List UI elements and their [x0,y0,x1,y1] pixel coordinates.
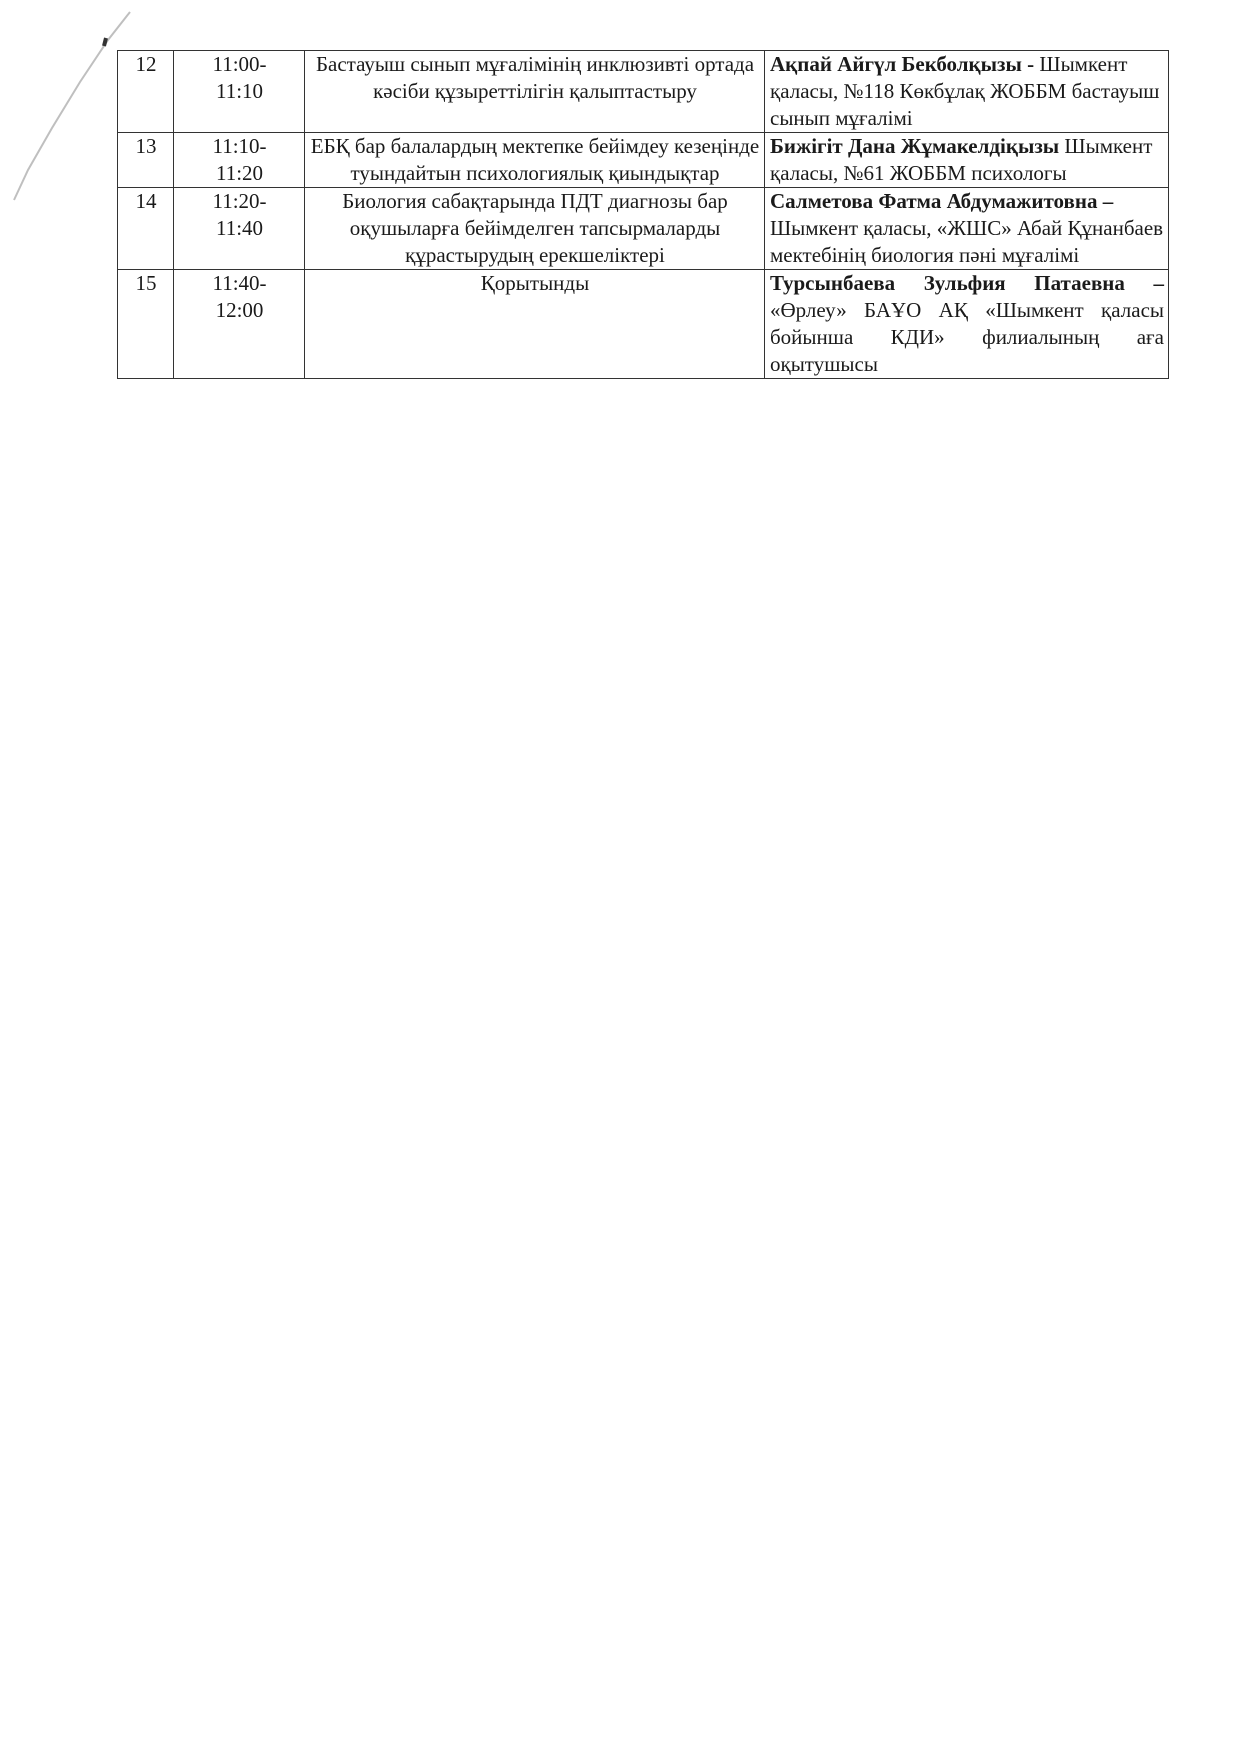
time-end: 11:40 [215,216,264,240]
time-cell [174,270,305,379]
row-number: 15 [118,270,174,379]
topic-cell: Қорытынды [305,270,765,379]
speaker-cell [765,188,1169,270]
speaker-name: Турсынбаева Зульфия Патаевна – [770,271,1164,295]
table-row [118,270,1169,379]
row-number: 12 [118,51,174,133]
time-cell [174,51,305,133]
topic-cell: Бастауыш сынып мұғалімінің инклюзивті ортада кәсіби құзыреттілігін қалыптастыру [305,51,765,133]
speaker-org: Шымкент қаласы, №61 ЖОББМ психологы [770,134,1153,185]
time-end: 12:00 [215,298,264,322]
table-row [118,133,1169,188]
time-cell [174,188,305,270]
speaker-name: Салметова Фатма Абдумажитовна – [770,189,1114,213]
time-cell [174,133,305,188]
speaker-name: Бижігіт Дана Жұмакелдіқызы [770,134,1060,158]
speaker-name: Ақпай Айгүл Бекболқызы - [770,52,1035,76]
topic-cell: ЕБҚ бар балалардың мектепке бейімдеу кезеңінде туындайтын психологиялық қиындықтар [305,133,765,188]
topic-cell: Биология сабақтарында ПДТ диагнозы бар оқушыларға бейімделген тапсырмаларды құрастырудың ерекшеліктері [305,188,765,270]
speaker-org: «Өрлеу» БАҰО АҚ «Шымкент қаласы бойынша КДИ» филиалының аға оқытушысы [770,298,1164,376]
time-start: 11:10- [212,134,267,158]
table-row [118,51,1169,133]
time-start: 11:40- [212,271,267,295]
speaker-cell [765,133,1169,188]
speaker-cell [765,270,1169,379]
program-schedule-table [117,50,1169,379]
time-start: 11:20- [212,189,267,213]
row-number: 13 [118,133,174,188]
time-end: 11:20 [215,161,264,185]
table-row [118,188,1169,270]
time-start: 11:00- [212,52,267,76]
time-end: 11:10 [215,79,264,103]
speaker-org: Шымкент қаласы, №118 Көкбұлақ ЖОББМ бастауыш сынып мұғалімі [770,52,1160,130]
speaker-org: Шымкент қаласы, «ЖШС» Абай Құнанбаев мектебінің биология пәні мұғалімі [770,216,1164,267]
row-number: 14 [118,188,174,270]
speaker-cell [765,51,1169,133]
